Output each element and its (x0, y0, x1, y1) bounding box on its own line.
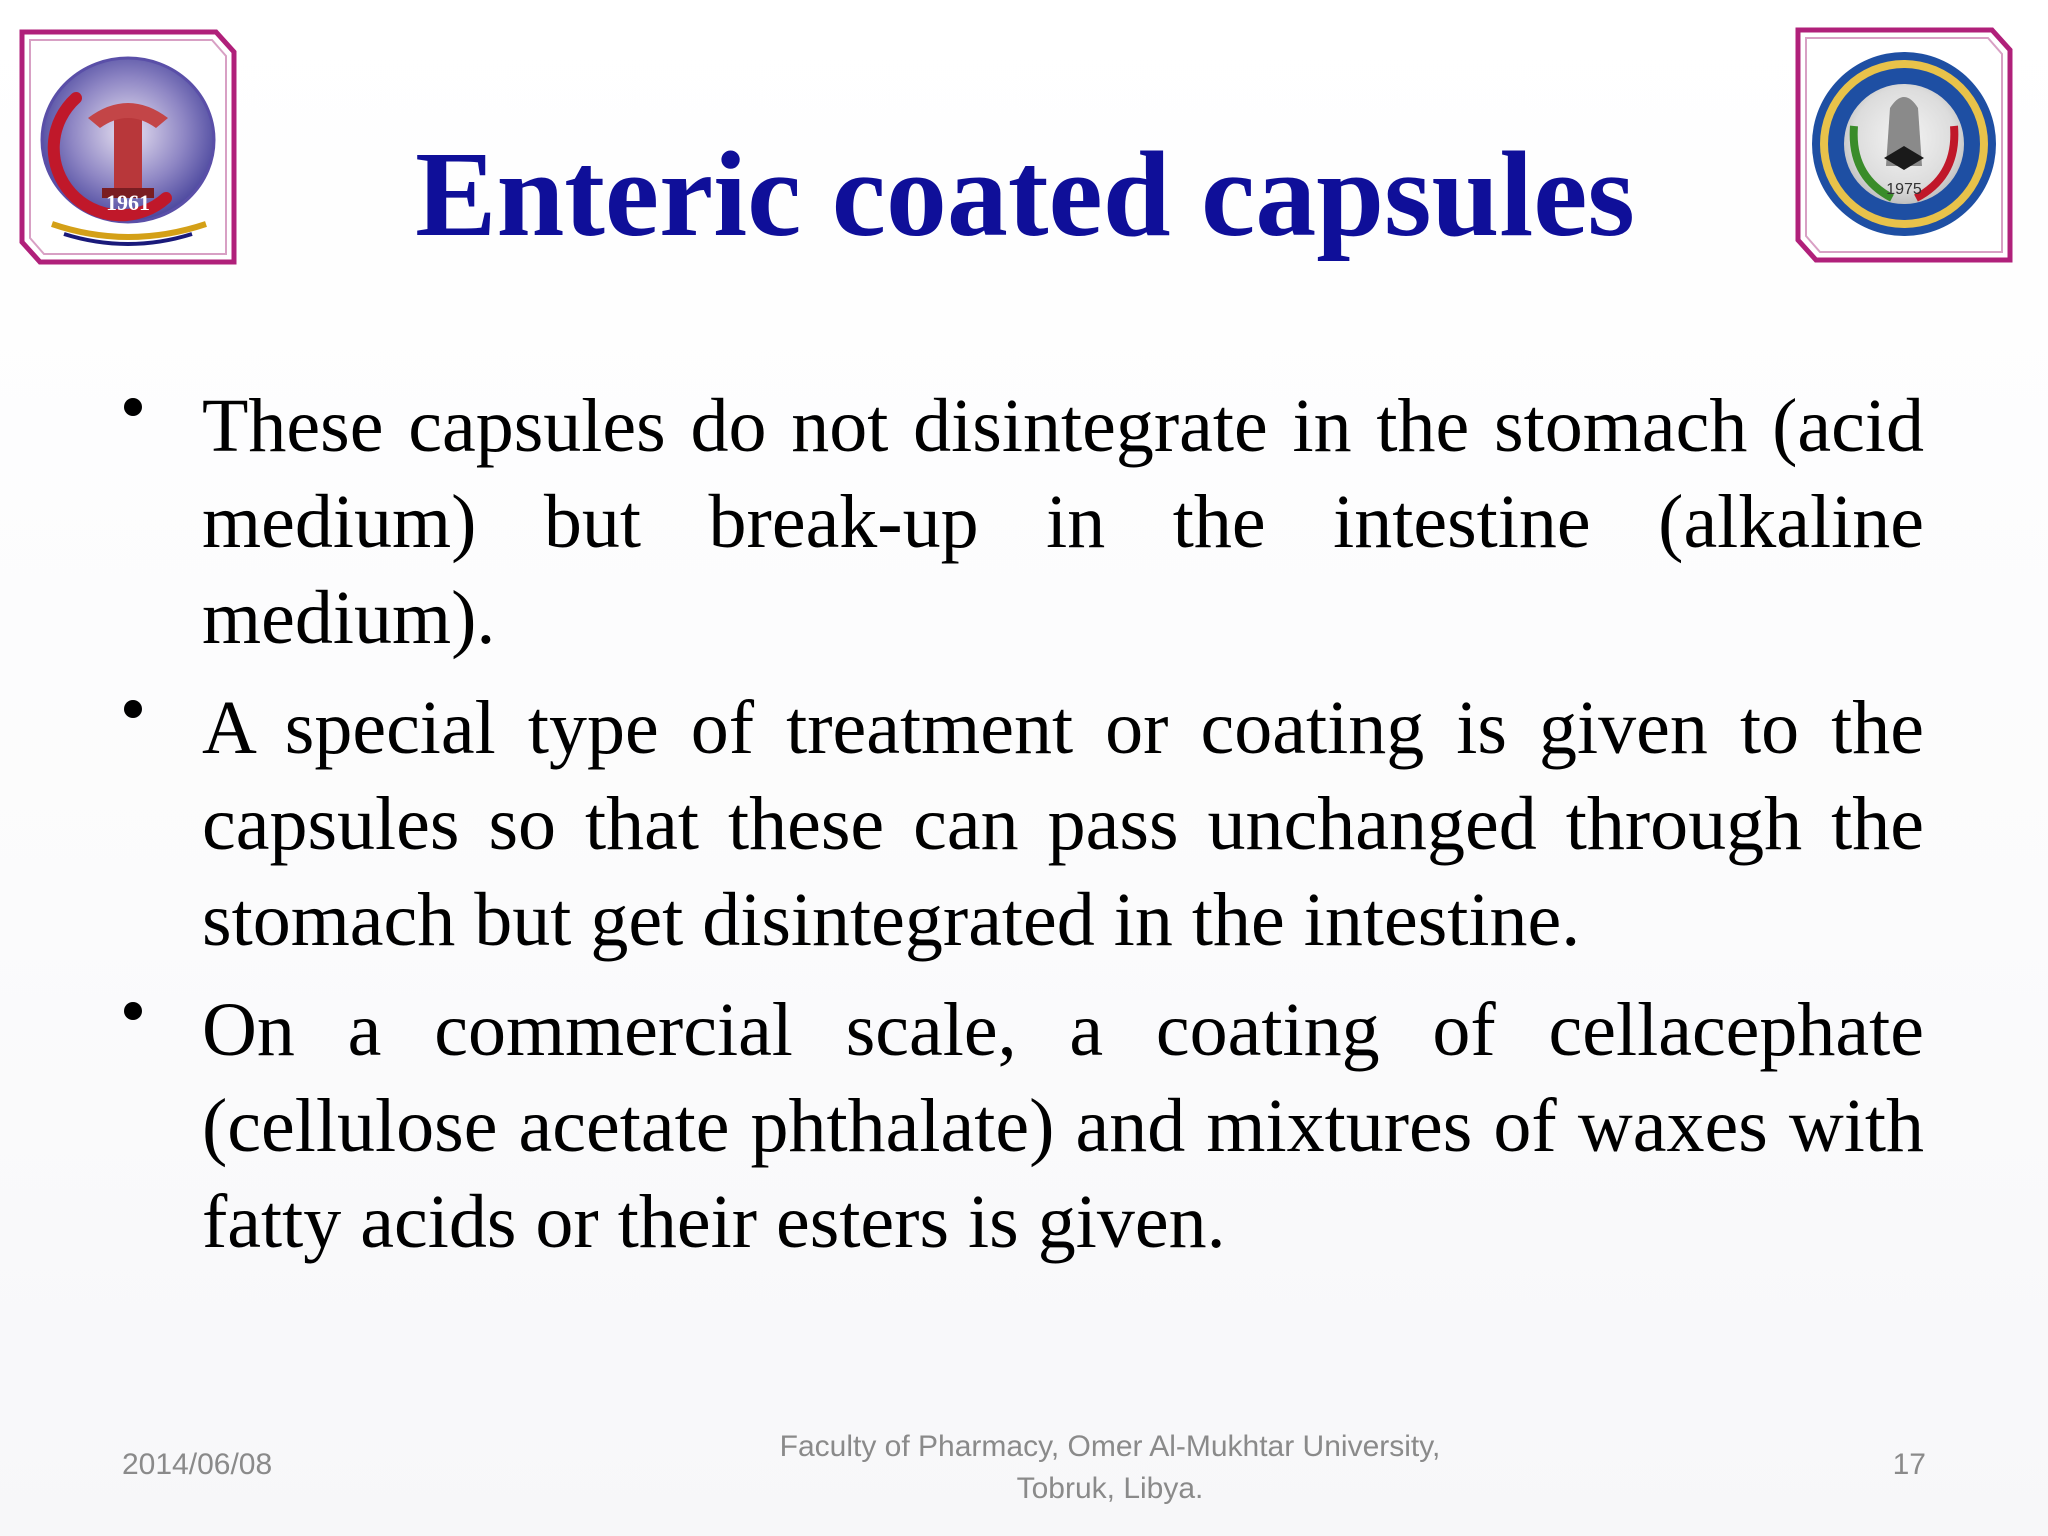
footer-institution (700, 1426, 1520, 1510)
bullet-icon (124, 700, 142, 718)
bullet-text: A special type of treatment or coating is given to the capsules so that these can pass unchanged through the stomach but get disintegrated in the intestine. (202, 686, 1924, 962)
footer-date: 2014/06/08 (122, 1448, 273, 1481)
bullet-text: On a commercial scale, a coating of cellacephate (cellulose acetate phthalate) and mixtures of waxes with fatty acids or their esters is given. (202, 988, 1924, 1264)
slide-title: Enteric coated capsules (415, 127, 1635, 262)
footer-institution-line2: Tobruk, Libya. (1016, 1472, 1204, 1505)
faculty-logo-year: 1961 (106, 190, 150, 215)
faculty-emblem-icon (16, 28, 240, 268)
page-number: 17 (1892, 1448, 1926, 1481)
bullet-icon (124, 1002, 142, 1020)
university-seal-icon (1792, 26, 2016, 266)
bullet-item (116, 378, 1924, 666)
faculty-logo (16, 28, 240, 268)
university-logo-year: 1975 (1886, 181, 1922, 198)
bullet-list (116, 378, 1924, 1284)
bullet-item (116, 982, 1924, 1270)
university-logo (1792, 26, 2016, 266)
bullet-icon (124, 398, 142, 416)
footer-institution-line1: Faculty of Pharmacy, Omer Al-Mukhtar University, (779, 1430, 1441, 1463)
bullet-item (116, 680, 1924, 968)
bullet-text: These capsules do not disintegrate in the stomach (acid medium) but break-up in the intestine (alkaline medium). (202, 384, 1924, 660)
